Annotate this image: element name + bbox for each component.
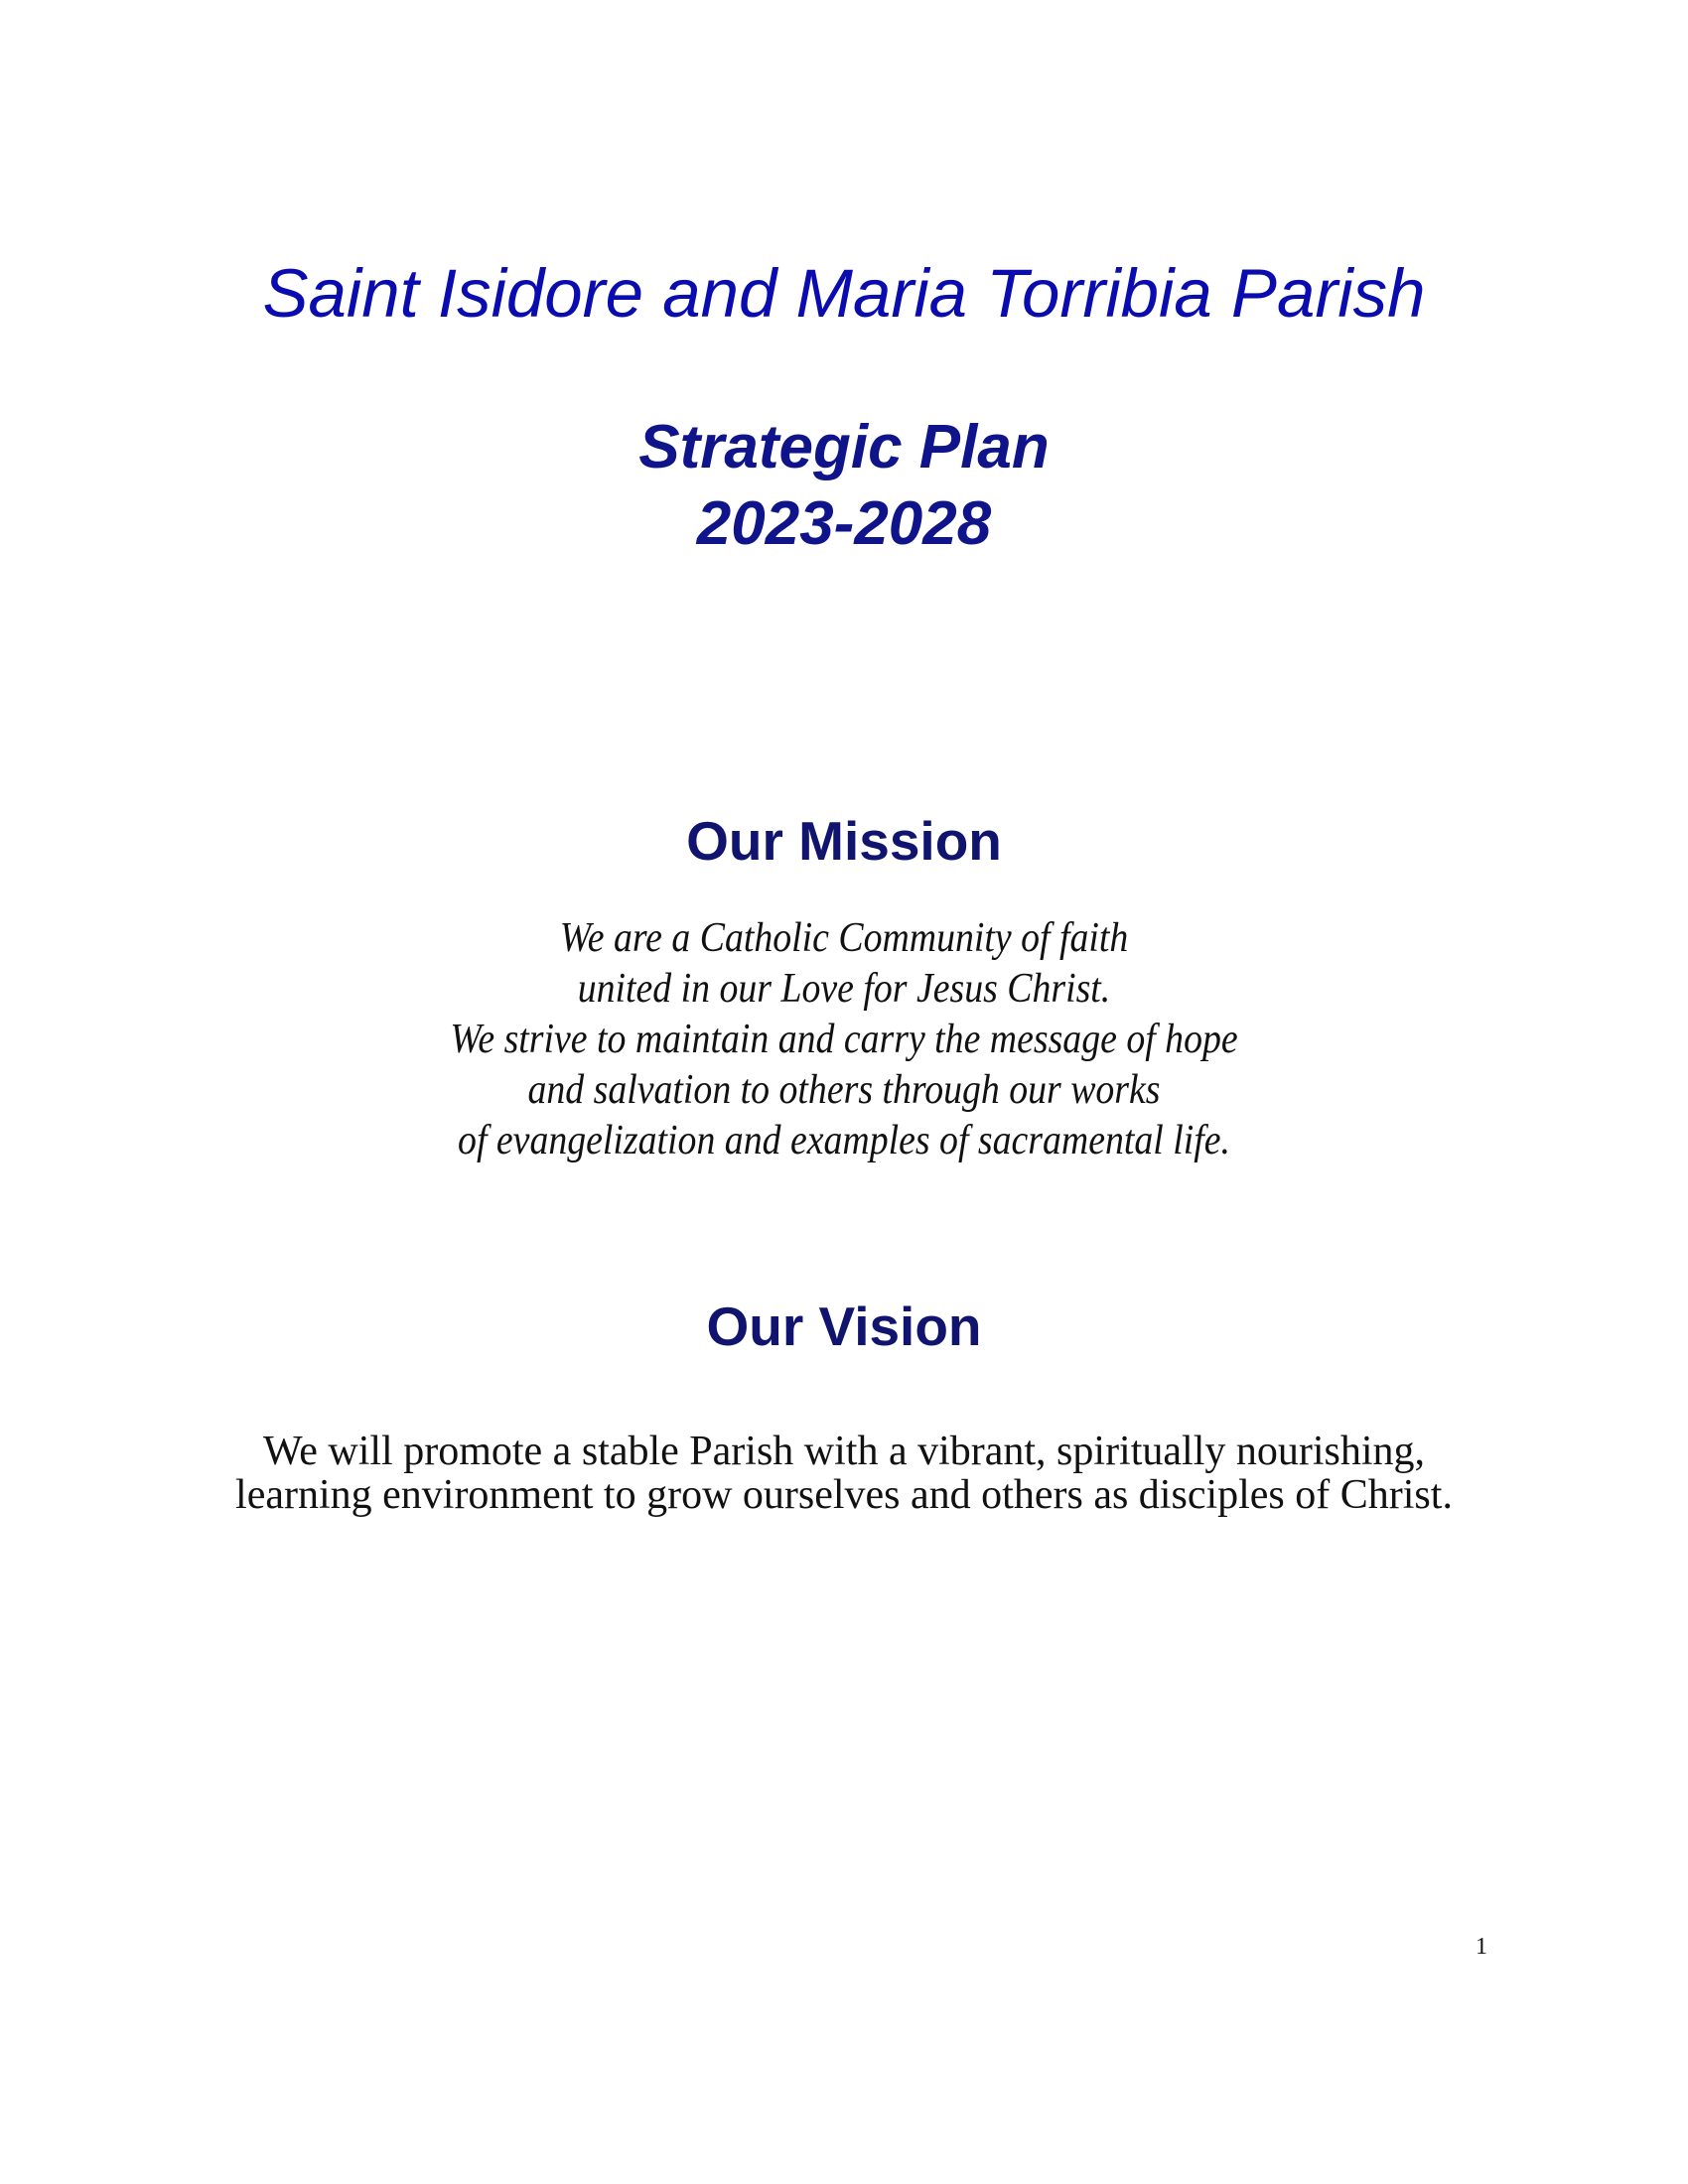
plan-years: 2023-2028 xyxy=(696,489,992,558)
mission-heading: Our Mission xyxy=(686,810,1002,872)
page-number: 1 xyxy=(1476,1934,1487,1960)
parish-title: Saint Isidore and Maria Torribia Parish xyxy=(262,255,1426,332)
vision-line: learning environment to grow ourselves and others as disciples of Christ. xyxy=(235,1472,1453,1518)
mission-line: united in our Love for Jesus Christ. xyxy=(577,966,1111,1012)
mission-line: of evangelization and examples of sacramental life. xyxy=(458,1118,1230,1163)
mission-line: and salvation to others through our works xyxy=(527,1067,1161,1113)
vision-heading: Our Vision xyxy=(706,1296,982,1357)
plan-title: Strategic Plan xyxy=(638,413,1050,481)
mission-line: We are a Catholic Community of faith xyxy=(559,915,1129,961)
mission-line: We strive to maintain and carry the message of hope xyxy=(450,1017,1238,1062)
vision-line: We will promote a stable Parish with a vibrant, spiritually nourishing, xyxy=(262,1429,1426,1474)
